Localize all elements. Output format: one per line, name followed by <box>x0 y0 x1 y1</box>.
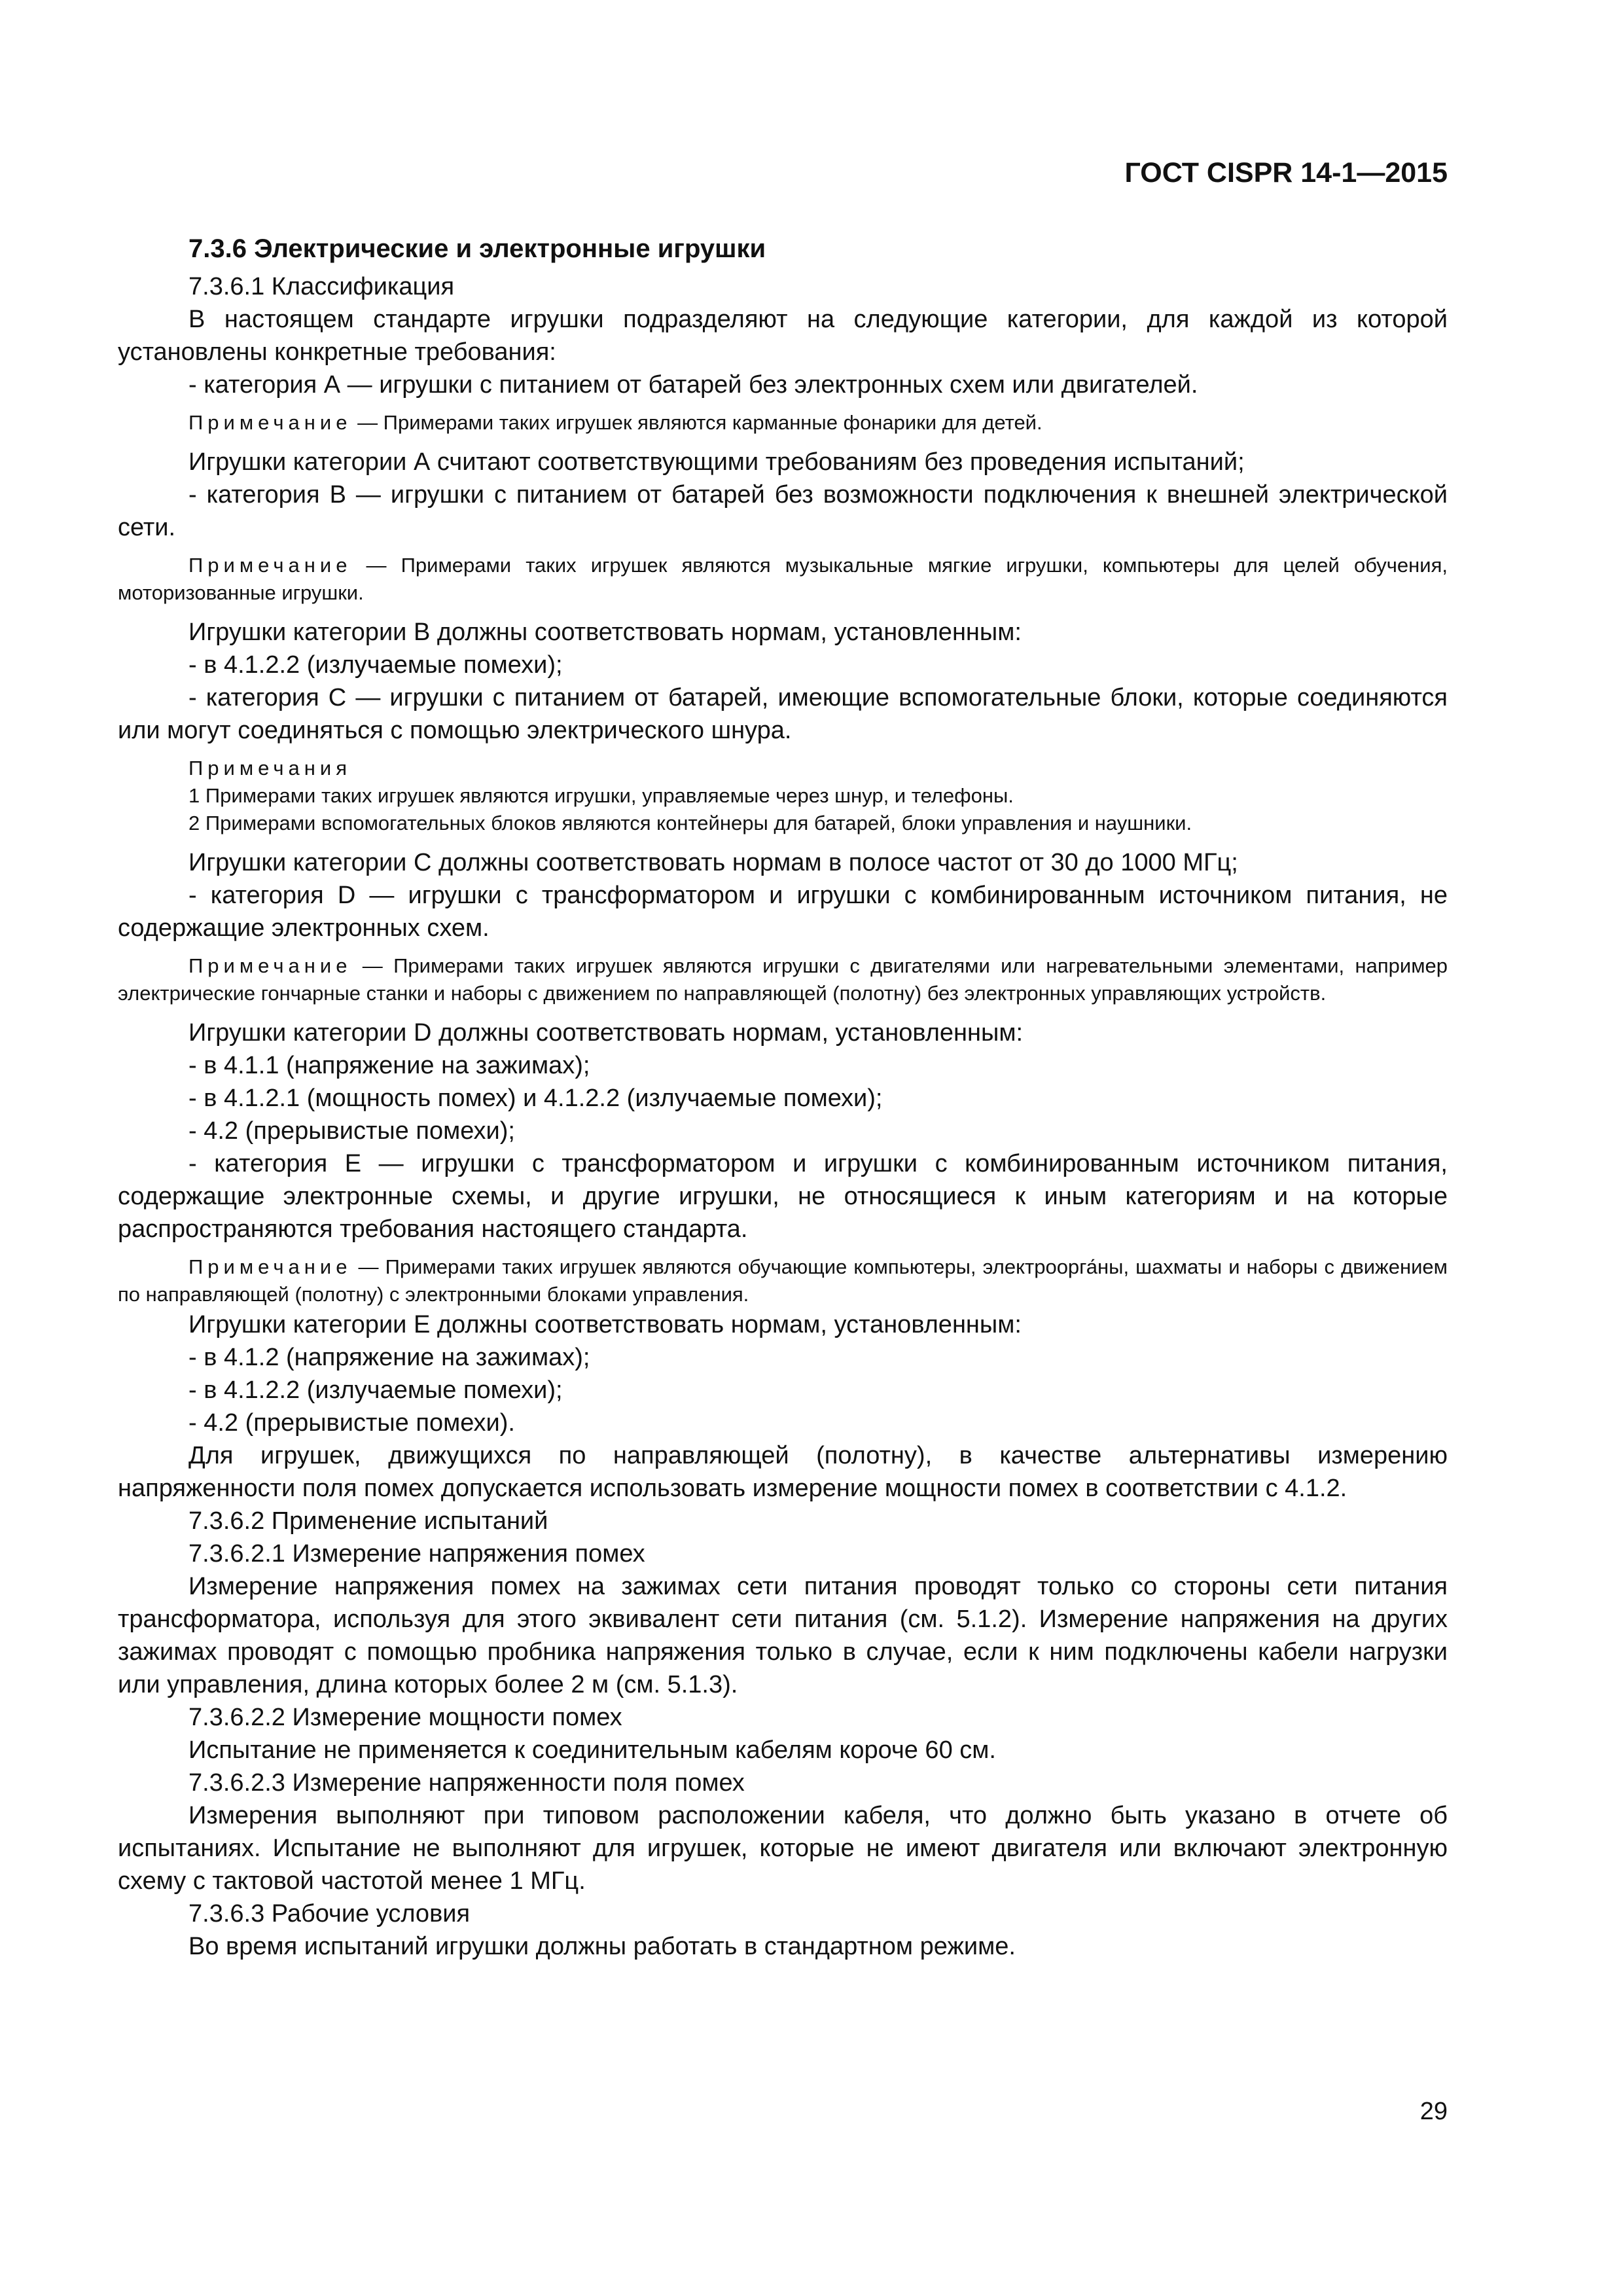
paragraph: Игрушки категории Е должны соответствовать нормам, установленным: <box>188 1311 1022 1338</box>
document-header: ГОСТ CISPR 14-1—2015 <box>1124 157 1448 188</box>
list-item: - категория D — игрушки с трансформатором и игрушки с комбинированным источником питания, не содержащие электронных схем. <box>118 882 1448 942</box>
list-item: - 4.2 (прерывистые помехи); <box>188 1117 515 1145</box>
subsection-title: 7.3.6.2.3 Измерение напряженности поля помех <box>188 1769 745 1797</box>
paragraph: Игрушки категории В должны соответствовать нормам, установленным: <box>188 619 1022 646</box>
note-text: — Примерами таких игрушек являются игрушки с двигателями или нагревательными элементами, например электрические гончарные станки и наборы с движением по направляющей (полотну) без электронных управляющих устройств. <box>118 954 1448 1005</box>
paragraph: Игрушки категории А считают соответствующими требованиям без проведения испытаний; <box>188 448 1245 476</box>
note <box>118 409 1448 437</box>
note-item: 2 Примерами вспомогательных блоков являются контейнеры для батарей, блоки управления и наушники. <box>188 812 1192 834</box>
page-number: 29 <box>1419 2098 1448 2125</box>
note <box>118 1253 1448 1308</box>
note-label: Примечание <box>188 1255 352 1278</box>
list-item: - 4.2 (прерывистые помехи). <box>188 1409 515 1437</box>
subsection-title: 7.3.6.2.1 Измерение напряжения помех <box>188 1540 645 1568</box>
paragraph: Игрушки категории С должны соответствовать нормам в полосе частот от 30 до 1000 МГц; <box>188 849 1238 876</box>
note <box>118 952 1448 1007</box>
note-item: 1 Примерами таких игрушек являются игрушки, управляемые через шнур, и телефоны. <box>188 784 1014 807</box>
note-text: — Примерами таких игрушек являются карманные фонарики для детей. <box>357 411 1043 434</box>
list-item: - категория В — игрушки с питанием от батарей без возможности подключения к внешней электрической сети. <box>118 481 1448 541</box>
paragraph: Измерение напряжения помех на зажимах сети питания проводят только со стороны сети питания трансформатора, используя для этого эквивалент сети питания (см. 5.1.2). Измерение напряжения на других зажимах проводят с помощью пробника напряжения только в случае, если к ним подключены кабели нагрузки или управления, длина которых более 2 м (см. 5.1.3). <box>118 1573 1448 1698</box>
list-item: - в 4.1.2.2 (излучаемые помехи); <box>188 651 563 679</box>
subsection-title: 7.3.6.2.2 Измерение мощности помех <box>188 1704 622 1731</box>
subsection-title: 7.3.6.1 Классификация <box>188 273 455 300</box>
list-item: - категория Е — игрушки с трансформатором и игрушки с комбинированным источником питания, содержащие электронные схемы, и другие игрушки, не относящиеся к иным категориям и на которые распространяются требования настоящего стандарта. <box>118 1150 1448 1243</box>
paragraph: Испытание не применяется к соединительным кабелям короче 60 см. <box>188 1736 996 1764</box>
paragraph: Во время испытаний игрушки должны работать в стандартном режиме. <box>188 1933 1016 1960</box>
section-heading: 7.3.6 Электрические и электронные игрушки <box>188 234 766 263</box>
note-text: — Примерами таких игрушек являются музыкальные мягкие игрушки, компьютеры для целей обучения, моторизованные игрушки. <box>118 554 1448 604</box>
list-item: - в 4.1.2 (напряжение на зажимах); <box>188 1344 590 1371</box>
paragraph: Для игрушек, движущихся по направляющей (полотну), в качестве альтернативы измерению напряженности поля помех допускается использовать измерение мощности помех в соответствии с 4.1.2. <box>118 1442 1448 1502</box>
note-text: — Примерами таких игрушек являются обучающие компьютеры, электроорга́ны, шахматы и наборы с движением по направляющей (полотну) с электронными блоками управления. <box>118 1255 1448 1306</box>
paragraph: Измерения выполняют при типовом расположении кабеля, что должно быть указано в отчете об испытаниях. Испытание не выполняют для игрушек, которые не имеют двигателя или включают электронную схему с тактовой частотой менее 1 МГц. <box>118 1802 1448 1895</box>
list-item: - в 4.1.2.1 (мощность помех) и 4.1.2.2 (излучаемые помехи); <box>188 1085 883 1112</box>
list-item: - в 4.1.2.2 (излучаемые помехи); <box>188 1376 563 1404</box>
paragraph: Игрушки категории D должны соответствовать нормам, установленным: <box>188 1019 1024 1047</box>
note <box>118 552 1448 607</box>
document-body <box>118 232 1448 1963</box>
subsection-title: 7.3.6.3 Рабочие условия <box>188 1900 471 1928</box>
note-label: Примечание <box>188 411 352 434</box>
subsection-title: 7.3.6.2 Применение испытаний <box>188 1507 548 1535</box>
list-item: - категория С — игрушки с питанием от батарей, имеющие вспомогательные блоки, которые соединяются или могут соединяться с помощью электрического шнура. <box>118 684 1448 744</box>
note-label: Примечание <box>188 554 352 577</box>
note-label: Примечание <box>188 954 352 977</box>
notes-title: Примечания <box>188 757 351 780</box>
list-item: - в 4.1.1 (напряжение на зажимах); <box>188 1052 590 1079</box>
paragraph: В настоящем стандарте игрушки подразделяют на следующие категории, для каждой из которой установлены конкретные требования: <box>118 306 1448 366</box>
list-item: - категория А — игрушки с питанием от батарей без электронных схем или двигателей. <box>188 371 1198 399</box>
